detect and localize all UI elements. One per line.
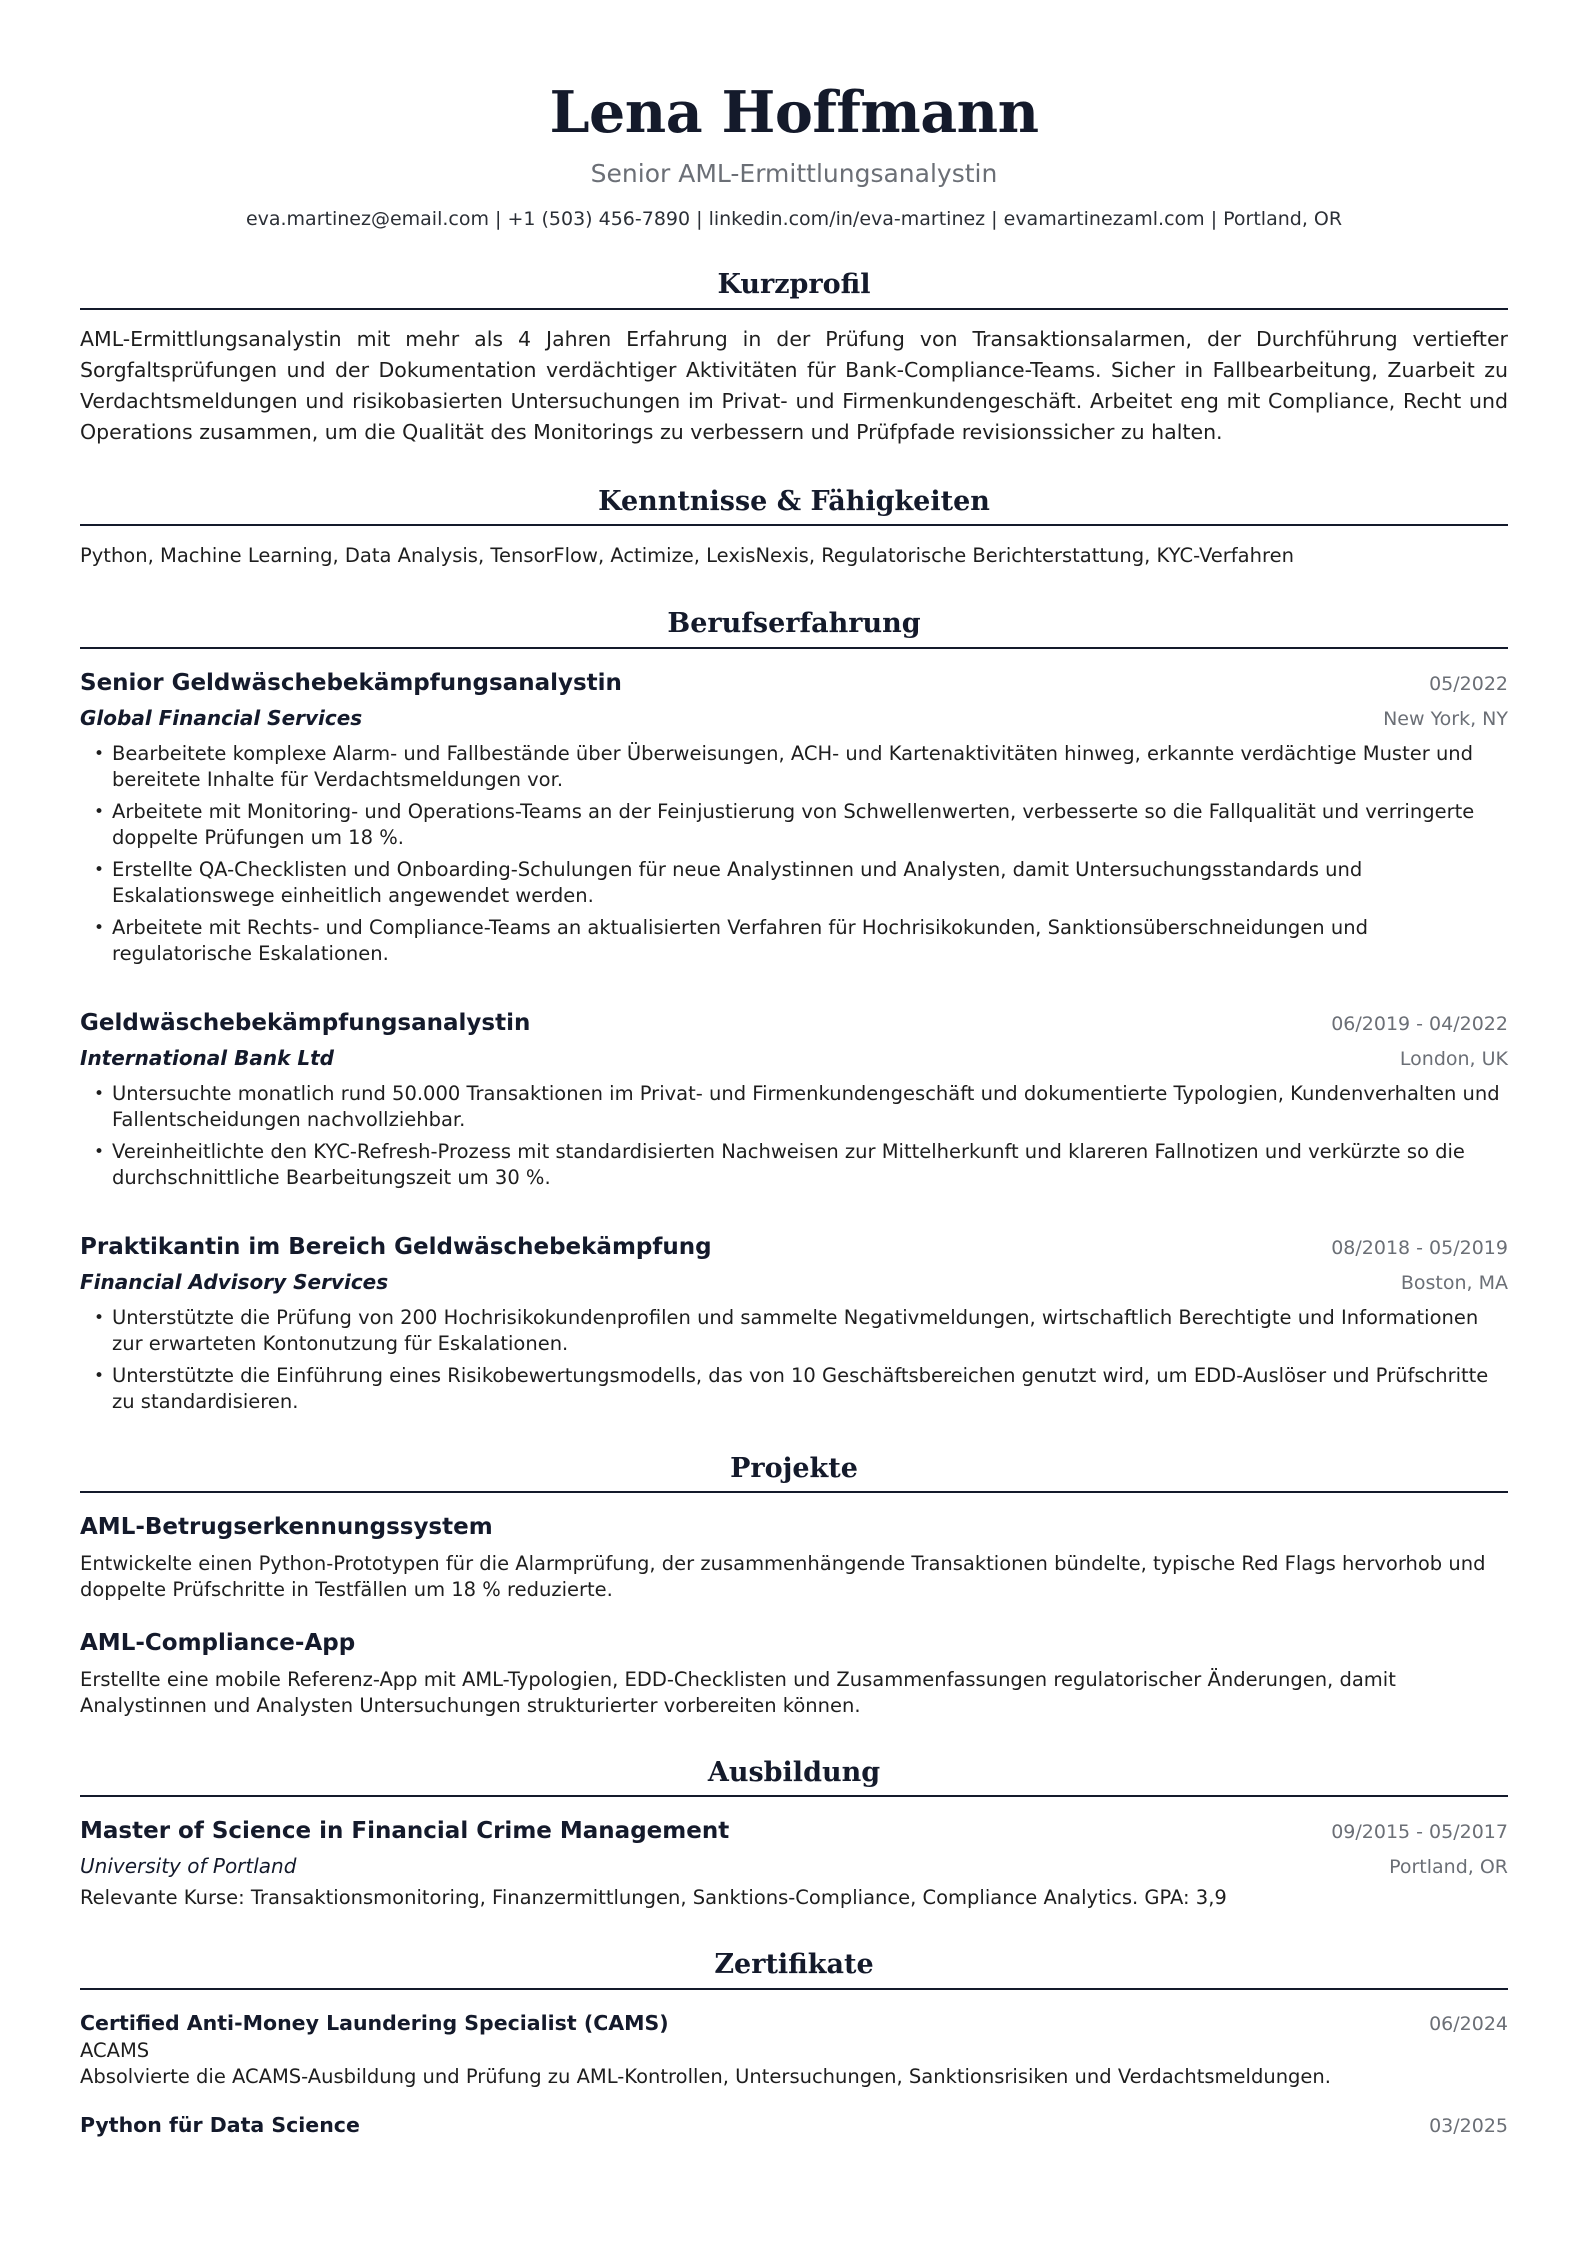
education-details: Relevante Kurse: Transaktionsmonitoring, Finanzermittlungen, Sanktions-Compliance, Compliance Analytics. GPA: 3,9 (80, 1886, 1227, 1910)
school-name: University of Portland (80, 1854, 297, 1879)
job-entry (80, 667, 1508, 967)
summary-text: AML-Ermittlungsanalystin mit mehr als 4 Jahren Erfahrung in der Prüfung von Transaktionsalarmen, der Durchführung vertiefter Sorgfaltsprüfungen und der Dokumentation verdächtiger Aktivitäten für Bank-Compliance-Teams. Sicher in Fallbearbeitung, Zuarbeit zu Verdachtsmeldungen und risikobasierten Untersuchungen im Privat- und Firmenkundengeschäft. Arbeitet eng mit Compliance, Recht und Operations zusammen, um die Qualität des Monitorings zu verbessern und Prüfpfade revisionssicher zu halten. (80, 326, 1508, 444)
project-description: Entwickelte einen Python-Prototypen für die Alarmprüfung, der zusammenhängende Transaktionen bündelte, typische Red Flags hervorhob und doppelte Prüfschritte in Testfällen um 18 % reduzierte. (80, 1551, 1486, 1601)
certification-title: Certified Anti-Money Laundering Specialist (CAMS) (80, 2010, 669, 2035)
job-bullets (80, 1305, 1508, 1415)
projects-heading: Projekte (80, 1453, 1508, 1493)
job-bullet: • Erstellte QA-Checklisten und Onboarding-Schulungen für neue Analystinnen und Analysten, damit Untersuchungsstandards und Eskalationswege einheitlich angewendet werden. (112, 857, 1508, 909)
project-description: Erstellte eine mobile Referenz-App mit AML-Typologien, EDD-Checklisten und Zusammenfassungen regulatorischer Änderungen, damit Analystinnen und Analysten Untersuchungen strukturierter vorbereiten können. (80, 1667, 1396, 1717)
job-bullet: • Bearbeitete komplexe Alarm- und Fallbestände über Überweisungen, ACH- und Kartenaktivitäten hinweg, erkannte verdächtige Muster und bereitete Inhalte für Verdachtsmeldungen vor. (112, 741, 1508, 793)
project-entry (80, 1511, 1508, 1603)
job-bullets (80, 741, 1508, 967)
degree-title: Master of Science in Financial Crime Management (80, 1818, 730, 1845)
skills-text: Python, Machine Learning, Data Analysis, TensorFlow, Actimize, LexisNexis, Regulatorische Berichterstattung, KYC-Verfahren (80, 544, 1294, 568)
job-bullet: • Arbeitete mit Rechts- und Compliance-Teams an aktualisierten Verfahren für Hochrisikokunden, Sanktionsüberschneidungen und regulatorische Eskalationen. (112, 915, 1508, 967)
skills-heading: Kenntnisse & Fähigkeiten (80, 486, 1508, 526)
job-bullet: • Untersuchte monatlich rund 50.000 Transaktionen im Privat- und Firmenkundengeschäft und dokumentierte Typologien, Kundenverhalten und Fallentscheidungen nachvollziehbar. (112, 1081, 1508, 1133)
certification-entry (80, 2008, 1508, 2090)
project-title: AML-Betrugserkennungssystem (80, 1513, 493, 1540)
job-title: Senior Geldwäschebekämpfungsanalystin (80, 669, 622, 696)
experience-section (80, 608, 1508, 1414)
experience-heading: Berufserfahrung (80, 608, 1508, 648)
certifications-section (80, 1949, 1508, 2139)
education-date: 09/2015 - 05/2017 (1331, 1821, 1508, 1844)
summary-heading: Kurzprofil (80, 269, 1508, 309)
job-date: 05/2022 (1429, 672, 1508, 695)
certifications-heading: Zertifikate (80, 1949, 1508, 1989)
job-bullet: • Vereinheitlichte den KYC-Refresh-Prozess mit standardisierten Nachweisen zur Mittelherkunft und klareren Fallnotizen und verkürzte so die durchschnittliche Bearbeitungszeit um 30 %. (112, 1139, 1508, 1191)
job-company: Global Financial Services (80, 705, 363, 730)
job-title: Praktikantin im Bereich Geldwäschebekämpfung (80, 1233, 712, 1260)
job-date: 08/2018 - 05/2019 (1331, 1236, 1508, 1259)
job-date: 06/2019 - 04/2022 (1331, 1012, 1508, 1035)
job-location: New York, NY (1383, 707, 1508, 730)
job-entry (80, 1007, 1508, 1191)
candidate-name: Lena Hoffmann (549, 79, 1039, 146)
job-bullet: • Arbeitete mit Monitoring- und Operations-Teams an der Feinjustierung von Schwellenwerten, verbesserte so die Fallqualität und verringerte doppelte Prüfungen um 18 %. (112, 799, 1508, 851)
job-entry (80, 1231, 1508, 1415)
skills-section (80, 486, 1508, 570)
job-company: International Bank Ltd (80, 1045, 334, 1070)
job-company: Financial Advisory Services (80, 1269, 389, 1294)
certification-date: 06/2024 (1429, 2012, 1508, 2035)
projects-section (80, 1453, 1508, 1719)
contact-line: eva.martinez@email.com | +1 (503) 456-7890 | linkedin.com/in/eva-martinez | evamartinezaml.com | Portland, OR (245, 207, 1343, 230)
summary-section (80, 269, 1508, 447)
job-bullet: • Unterstützte die Einführung eines Risikobewertungsmodells, das von 10 Geschäftsbereichen genutzt wird, um EDD-Auslöser und Prüfschritte zu standardisieren. (112, 1363, 1508, 1415)
certification-date: 03/2025 (1429, 2114, 1508, 2137)
education-section (80, 1757, 1508, 1911)
project-title: AML-Compliance-App (80, 1629, 356, 1656)
certification-entry (80, 2110, 1508, 2140)
job-bullets (80, 1081, 1508, 1191)
job-location: London, UK (1399, 1047, 1508, 1070)
education-heading: Ausbildung (80, 1757, 1508, 1797)
certification-description: Absolvierte die ACAMS-Ausbildung und Prüfung zu AML-Kontrollen, Untersuchungen, Sanktionsrisiken und Verdachtsmeldungen. (80, 2064, 1331, 2088)
job-location: Boston, MA (1400, 1271, 1508, 1294)
school-location: Portland, OR (1389, 1856, 1508, 1879)
job-title: Geldwäschebekämpfungsanalystin (80, 1009, 531, 1036)
project-entry (80, 1627, 1508, 1719)
certification-issuer: ACAMS (80, 2038, 150, 2062)
education-entry (80, 1815, 1508, 1911)
candidate-title: Senior AML-Ermittlungsanalystin (590, 158, 998, 188)
certification-title: Python für Data Science (80, 2112, 360, 2137)
job-bullet: • Unterstützte die Prüfung von 200 Hochrisikokundenprofilen und sammelte Negativmeldungen, wirtschaftlich Berechtigte und Informationen zur erwarteten Kontonutzung für Eskalationen. (112, 1305, 1508, 1357)
